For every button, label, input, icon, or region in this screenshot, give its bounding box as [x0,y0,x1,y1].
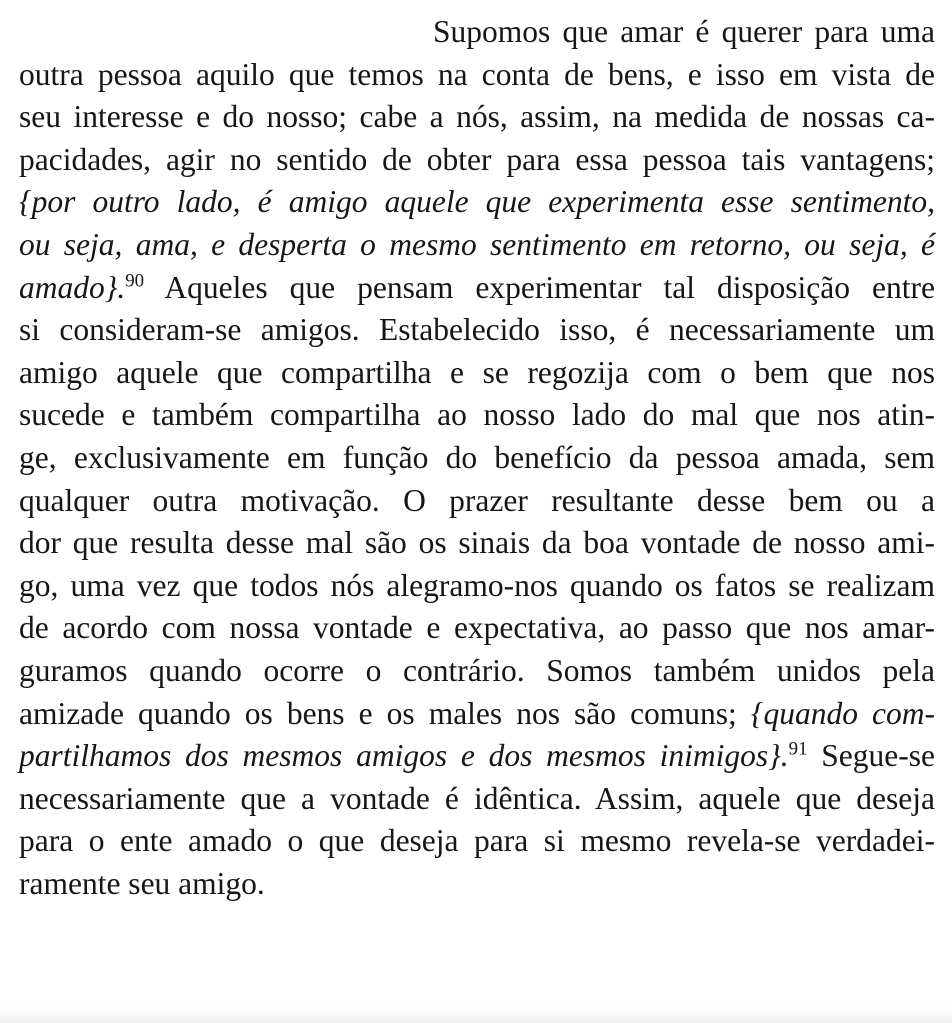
text-line: go, uma vez que todos nós alegramo-nos quando os fatos se realizam [19,567,935,603]
text-line-italic: ou seja, ama, e desperta o mesmo sentimento em retorno, ou seja, é [19,227,935,262]
text-line [19,268,935,308]
text-span: Segue-se [807,738,935,774]
text-line: si consideram-se amigos. Estabelecido isso, é necessariamente um [19,312,935,348]
italic-text: partilhamos dos mesmos amigos e dos mesmos inimigos}. [19,738,789,774]
text-line: para o ente amado o que deseja para si mesmo revela-se verdadei- [19,823,935,859]
text-line [19,736,935,776]
text-line: seu interesse e do nosso; cabe a nós, assim, na medida de nossas ca- [19,99,935,135]
text-line: de acordo com nossa vontade e expectativa, ao passo que nos amar- [19,610,935,646]
italic-text: amado}. [19,269,126,305]
text-line: necessariamente que a vontade é idêntica. Assim, aquele que deseja [19,780,935,816]
italic-text: {quando com- [750,695,935,731]
text-line: ge, exclusivamente em função do benefício da pessoa amada, sem [19,440,935,475]
text-line: amigo aquele que compartilha e se regozija com o bem que nos [19,354,935,390]
text-line: outra pessoa aquilo que temos na conta de bens, e isso em vista de [19,56,935,92]
text-line: guramos quando ocorre o contrário. Somos também unidos pela [19,653,935,688]
text-line [19,694,935,734]
text-line: ramente seu amigo. [19,866,265,901]
text-span: amizade quando os bens e os males nos são comuns; [19,695,751,731]
text-line: sucede e também compartilha ao nosso lado do mal que nos atin- [19,397,935,433]
text-line: Supomos que amar é querer para uma [433,14,935,49]
footnote-ref-90: 90 [125,270,145,292]
text-line: pacidades, agir no sentido de obter para essa pessoa tais vantagens; [19,141,935,177]
text-line: qualquer outra motivação. O prazer resultante desse bem ou a [19,482,935,518]
footnote-ref-91: 91 [788,738,808,760]
text-span: Aqueles que pensam experimentar tal disposição entre [144,269,935,305]
page-bottom-shade [0,1005,952,1023]
text-line: dor que resulta desse mal são os sinais da boa vontade de nosso ami- [19,525,935,561]
text-line-italic: {por outro lado, é amigo aquele que experimenta esse sentimento, [19,184,935,220]
